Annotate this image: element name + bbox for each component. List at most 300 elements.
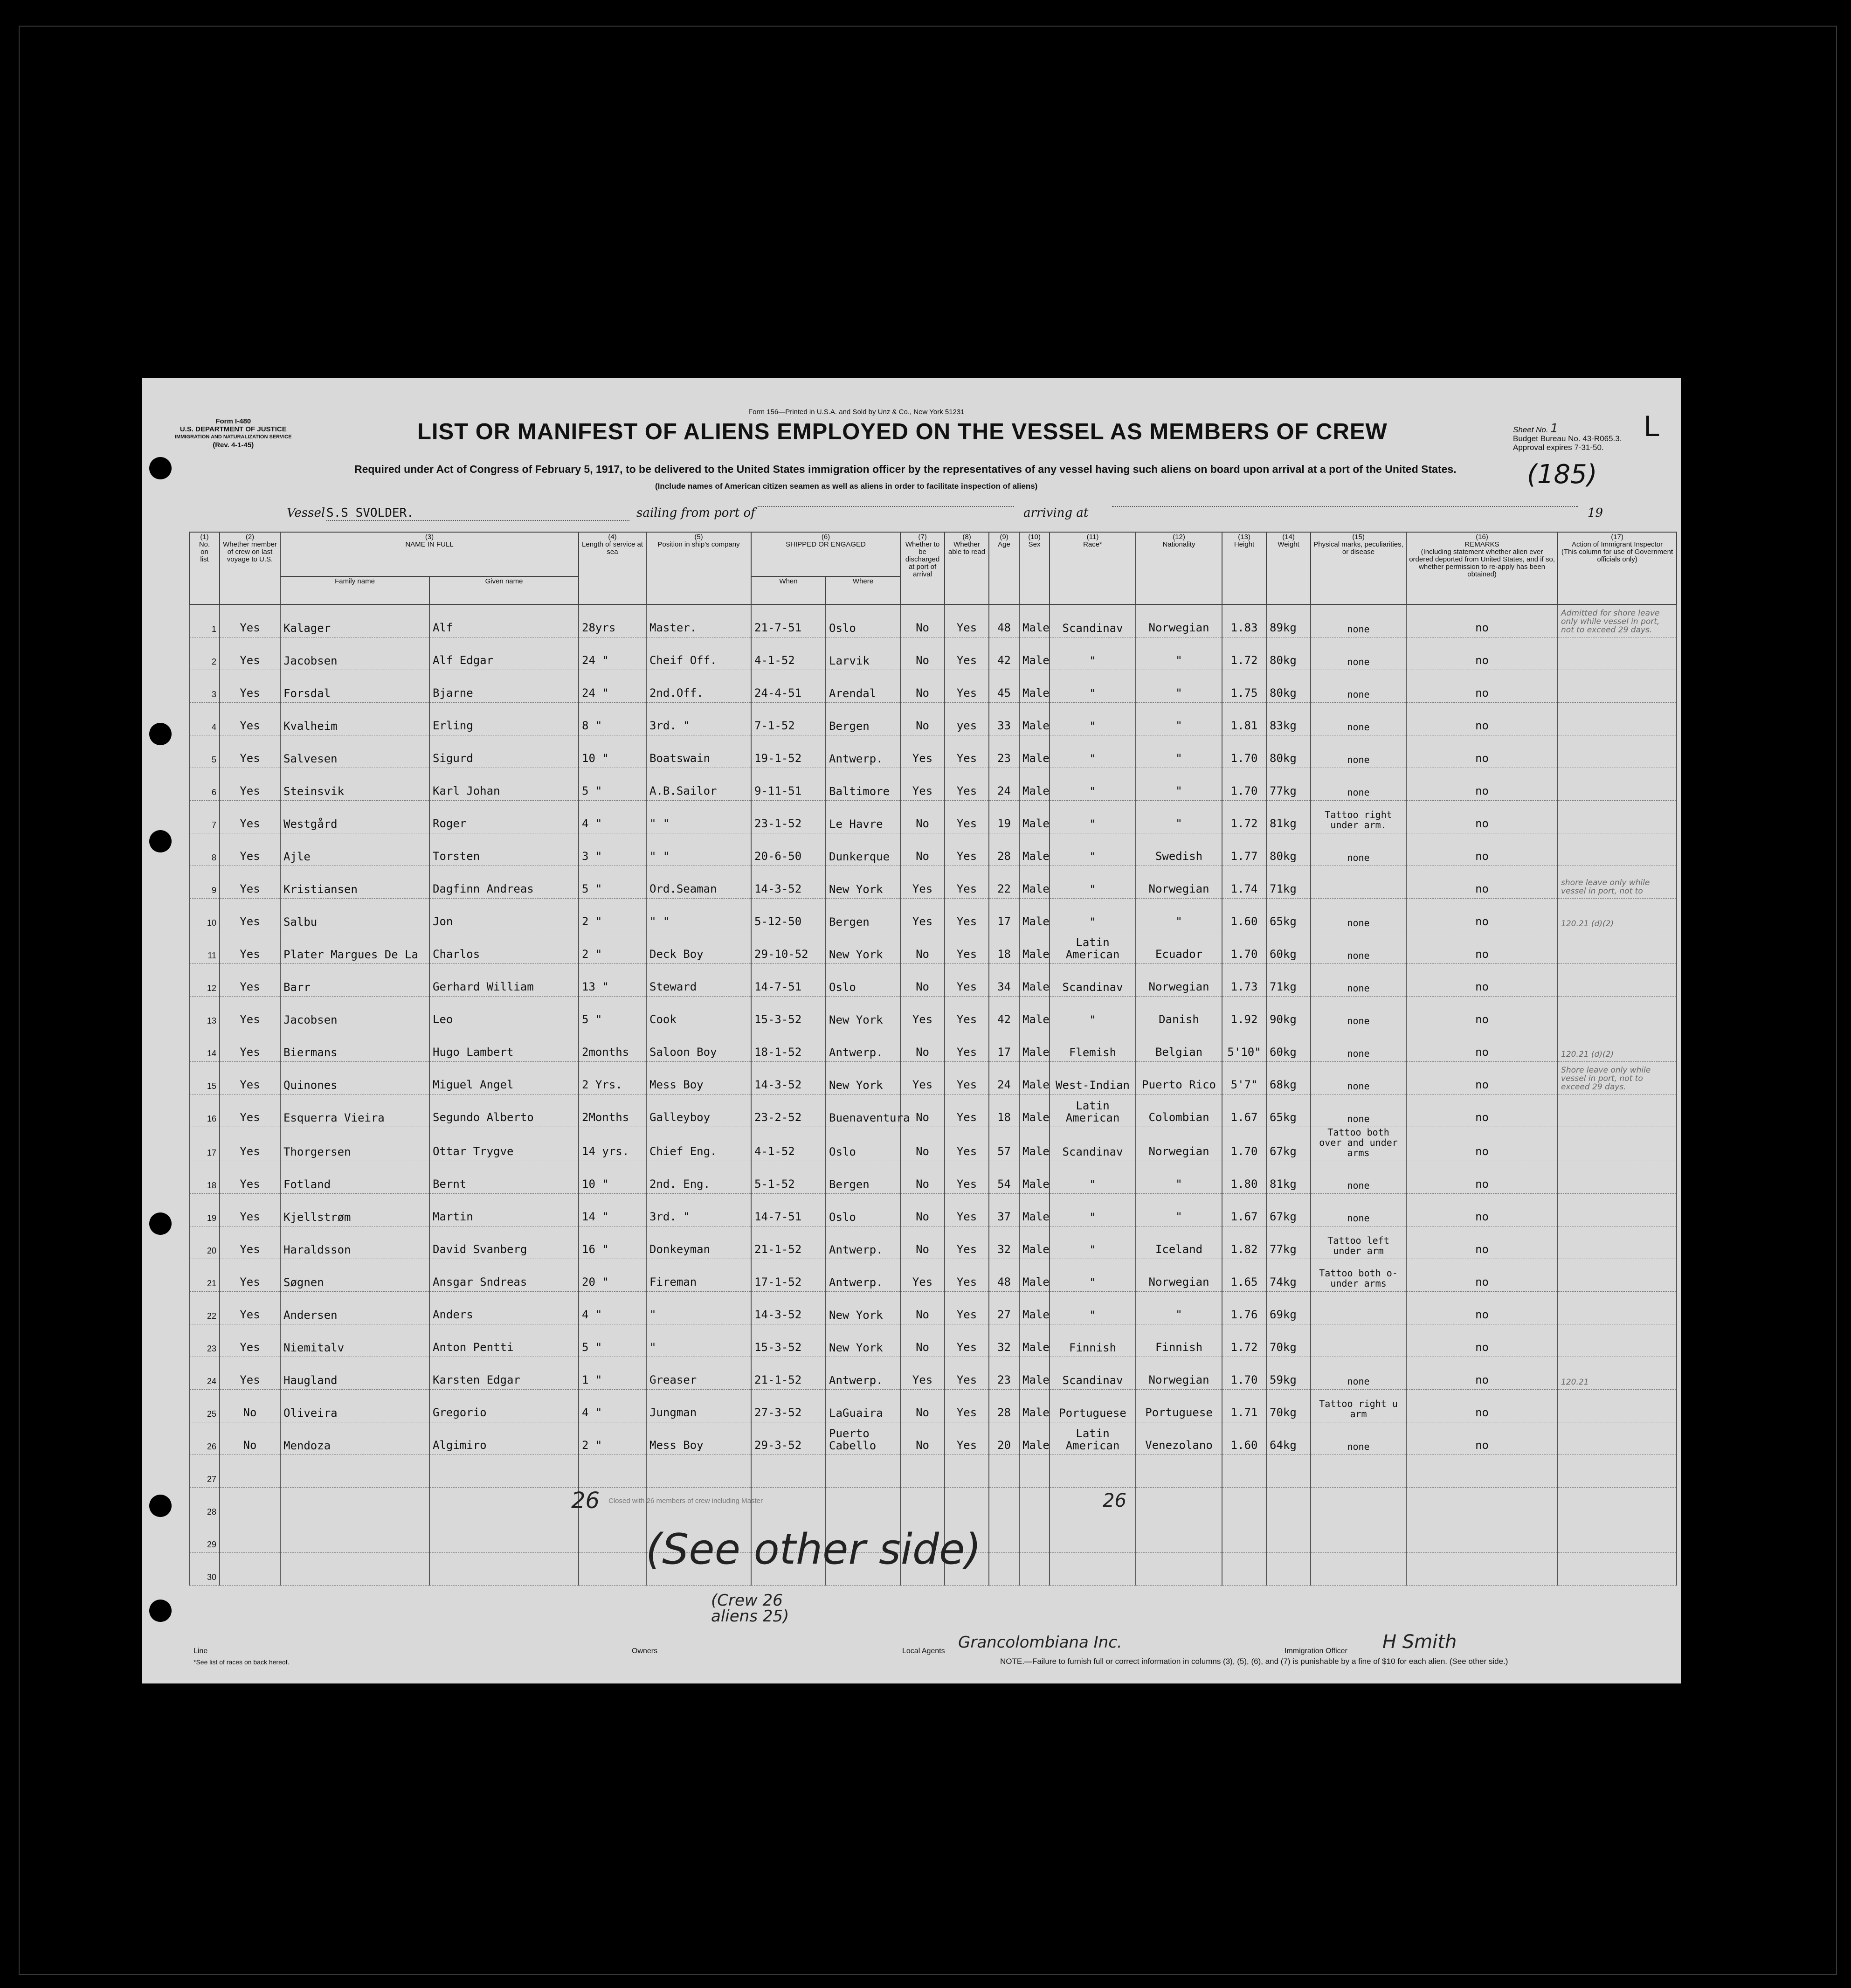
sex-cell: Male bbox=[1019, 1127, 1050, 1161]
punch-hole bbox=[149, 830, 172, 852]
given-name-cell: Dagfinn Andreas bbox=[429, 866, 579, 898]
remarks-cell: no bbox=[1406, 1029, 1558, 1061]
family-name-cell: Esquerra Vieira bbox=[280, 1094, 429, 1127]
sex-cell: Male bbox=[1019, 1029, 1050, 1061]
sheet-number-block bbox=[1513, 424, 1622, 452]
table-row bbox=[189, 768, 1677, 800]
height-cell: 1.81 bbox=[1222, 702, 1266, 735]
family-name-cell: Jacobsen bbox=[280, 637, 429, 670]
discharged-cell: Yes bbox=[900, 1259, 945, 1291]
read-cell: Yes bbox=[945, 637, 989, 670]
punch-hole bbox=[149, 1600, 172, 1622]
inspector-action-cell bbox=[1558, 735, 1677, 768]
shipped-when-cell: 21-1-52 bbox=[751, 1357, 826, 1389]
age-cell: 32 bbox=[989, 1226, 1019, 1259]
col-marks-header: (15) Physical marks, peculiarities, or disease bbox=[1311, 532, 1406, 604]
discharged-cell: No bbox=[900, 1389, 945, 1422]
discharged-cell: Yes bbox=[900, 898, 945, 931]
table-row bbox=[189, 1161, 1677, 1193]
age-cell: 42 bbox=[989, 996, 1019, 1029]
position-cell: " bbox=[646, 1291, 751, 1324]
inspector-action-cell bbox=[1558, 768, 1677, 800]
height-cell: 5'7" bbox=[1222, 1061, 1266, 1094]
family-name-cell: Haraldsson bbox=[280, 1226, 429, 1259]
nationality-cell bbox=[1136, 1455, 1222, 1487]
service-length-cell: 5 " bbox=[579, 1324, 646, 1357]
discharged-cell: No bbox=[900, 702, 945, 735]
nationality-cell: " bbox=[1136, 800, 1222, 833]
row-number: 4 bbox=[189, 702, 220, 735]
col-read-header: (8) Whether able to read bbox=[945, 532, 989, 604]
given-name-cell bbox=[429, 1552, 579, 1585]
agents-label: Local Agents bbox=[902, 1647, 945, 1655]
sex-cell: Male bbox=[1019, 1161, 1050, 1193]
shipped-where-cell: Bergen bbox=[826, 702, 900, 735]
last-voyage-cell bbox=[220, 1455, 280, 1487]
discharged-cell: No bbox=[900, 670, 945, 702]
last-voyage-cell: Yes bbox=[220, 1259, 280, 1291]
race-cell: " bbox=[1050, 1259, 1136, 1291]
position-cell: " " bbox=[646, 833, 751, 866]
physical-marks-cell: none bbox=[1311, 1422, 1406, 1455]
family-name-cell: Barr bbox=[280, 963, 429, 996]
read-cell: Yes bbox=[945, 735, 989, 768]
last-voyage-cell: Yes bbox=[220, 604, 280, 637]
read-cell: Yes bbox=[945, 833, 989, 866]
age-cell: 34 bbox=[989, 963, 1019, 996]
read-cell: Yes bbox=[945, 866, 989, 898]
shipped-where-cell: Antwerp. bbox=[826, 1357, 900, 1389]
height-cell bbox=[1222, 1552, 1266, 1585]
inspector-action-cell: 120.21 (d)(2) bbox=[1558, 898, 1677, 931]
age-cell: 18 bbox=[989, 931, 1019, 963]
weight-cell: 67kg bbox=[1266, 1127, 1311, 1161]
discharged-cell: No bbox=[900, 604, 945, 637]
position-cell: Jungman bbox=[646, 1389, 751, 1422]
given-name-cell: Miguel Angel bbox=[429, 1061, 579, 1094]
shipped-when-cell: 15-3-52 bbox=[751, 996, 826, 1029]
age-cell: 17 bbox=[989, 1029, 1019, 1061]
physical-marks-cell bbox=[1311, 1455, 1406, 1487]
age-cell bbox=[989, 1552, 1019, 1585]
height-cell: 1.80 bbox=[1222, 1161, 1266, 1193]
sex-cell: Male bbox=[1019, 604, 1050, 637]
see-other-side-note: (See other side) bbox=[646, 1525, 981, 1574]
col-age-header: (9) Age bbox=[989, 532, 1019, 604]
inspector-action-cell bbox=[1558, 1193, 1677, 1226]
position-cell bbox=[646, 1455, 751, 1487]
remarks-cell: no bbox=[1406, 1127, 1558, 1161]
race-cell: " bbox=[1050, 996, 1136, 1029]
revision: (Rev. 4-1-45) bbox=[213, 441, 254, 449]
col-when-header: When bbox=[751, 576, 826, 604]
age-cell: 23 bbox=[989, 735, 1019, 768]
nationality-cell: Ecuador bbox=[1136, 931, 1222, 963]
race-cell: Portuguese bbox=[1050, 1389, 1136, 1422]
table-row bbox=[189, 604, 1677, 637]
table-row bbox=[189, 1226, 1677, 1259]
read-cell: Yes bbox=[945, 1324, 989, 1357]
service-length-cell: 3 " bbox=[579, 833, 646, 866]
officer-label: Immigration Officer bbox=[1285, 1647, 1347, 1655]
remarks-cell: no bbox=[1406, 866, 1558, 898]
weight-cell: 77kg bbox=[1266, 768, 1311, 800]
service-length-cell bbox=[579, 1455, 646, 1487]
last-voyage-cell: Yes bbox=[220, 1193, 280, 1226]
service-length-cell: 24 " bbox=[579, 637, 646, 670]
position-cell: " bbox=[646, 1324, 751, 1357]
remarks-cell bbox=[1406, 1455, 1558, 1487]
row-number: 19 bbox=[189, 1193, 220, 1226]
weight-cell bbox=[1266, 1520, 1311, 1552]
given-name-cell: Hugo Lambert bbox=[429, 1029, 579, 1061]
inspector-action-cell bbox=[1558, 1094, 1677, 1127]
col-discharged-header: (7) Whether to be discharged at port of arrival bbox=[900, 532, 945, 604]
sex-cell: Male bbox=[1019, 866, 1050, 898]
row-number: 22 bbox=[189, 1291, 220, 1324]
shipped-when-cell: 14-7-51 bbox=[751, 963, 826, 996]
physical-marks-cell bbox=[1311, 1291, 1406, 1324]
read-cell: Yes bbox=[945, 1226, 989, 1259]
sex-cell: Male bbox=[1019, 833, 1050, 866]
shipped-where-cell: LaGuaira bbox=[826, 1389, 900, 1422]
weight-cell: 77kg bbox=[1266, 1226, 1311, 1259]
vessel-label: Vessel bbox=[287, 506, 325, 520]
family-name-cell: Jacobsen bbox=[280, 996, 429, 1029]
read-cell: Yes bbox=[945, 800, 989, 833]
family-name-cell: Kvalheim bbox=[280, 702, 429, 735]
shipped-when-cell: 19-1-52 bbox=[751, 735, 826, 768]
nationality-cell: Norwegian bbox=[1136, 604, 1222, 637]
weight-cell: 80kg bbox=[1266, 833, 1311, 866]
given-name-cell: Jon bbox=[429, 898, 579, 931]
last-voyage-cell bbox=[220, 1520, 280, 1552]
shipped-where-cell: Baltimore bbox=[826, 768, 900, 800]
physical-marks-cell bbox=[1311, 1487, 1406, 1520]
shipped-where-cell: Oslo bbox=[826, 604, 900, 637]
vessel-name: S.S SVOLDER. bbox=[326, 506, 629, 521]
sex-cell: Male bbox=[1019, 670, 1050, 702]
age-cell: 48 bbox=[989, 1259, 1019, 1291]
row-number: 8 bbox=[189, 833, 220, 866]
shipped-where-cell: Oslo bbox=[826, 1127, 900, 1161]
height-cell: 1.77 bbox=[1222, 833, 1266, 866]
nationality-cell: " bbox=[1136, 670, 1222, 702]
given-name-cell: Charlos bbox=[429, 931, 579, 963]
shipped-where-cell: New York bbox=[826, 931, 900, 963]
race-cell: " bbox=[1050, 898, 1136, 931]
physical-marks-cell bbox=[1311, 1552, 1406, 1585]
shipped-when-cell: 29-10-52 bbox=[751, 931, 826, 963]
read-cell: Yes bbox=[945, 1094, 989, 1127]
weight-cell: 80kg bbox=[1266, 637, 1311, 670]
row-number: 17 bbox=[189, 1127, 220, 1161]
sailing-label: sailing from port of bbox=[636, 506, 755, 520]
family-name-cell bbox=[280, 1455, 429, 1487]
race-cell: " bbox=[1050, 1226, 1136, 1259]
table-row bbox=[189, 1357, 1677, 1389]
last-voyage-cell: Yes bbox=[220, 1291, 280, 1324]
position-cell: 3rd. " bbox=[646, 1193, 751, 1226]
nationality-cell: " bbox=[1136, 735, 1222, 768]
family-name-cell: Oliveira bbox=[280, 1389, 429, 1422]
last-voyage-cell bbox=[220, 1487, 280, 1520]
age-cell: 20 bbox=[989, 1422, 1019, 1455]
race-cell bbox=[1050, 1552, 1136, 1585]
physical-marks-cell bbox=[1311, 1324, 1406, 1357]
given-name-cell: Alf bbox=[429, 604, 579, 637]
race-cell: " bbox=[1050, 1161, 1136, 1193]
service-length-cell: 2 " bbox=[579, 931, 646, 963]
shipped-when-cell: 14-3-52 bbox=[751, 1061, 826, 1094]
col-last-voyage-header: (2) Whether member of crew on last voyage to U.S. bbox=[220, 532, 280, 604]
row-number: 3 bbox=[189, 670, 220, 702]
age-cell: 28 bbox=[989, 1389, 1019, 1422]
inspector-action-cell: Admitted for shore leave only while vessel in port, not to exceed 29 days. bbox=[1558, 604, 1677, 637]
read-cell: Yes bbox=[945, 1259, 989, 1291]
shipped-when-cell: 18-1-52 bbox=[751, 1029, 826, 1061]
last-voyage-cell bbox=[220, 1552, 280, 1585]
service-length-cell: 14 yrs. bbox=[579, 1127, 646, 1161]
physical-marks-cell: none bbox=[1311, 670, 1406, 702]
sex-cell bbox=[1019, 1520, 1050, 1552]
row-number: 20 bbox=[189, 1226, 220, 1259]
age-cell bbox=[989, 1487, 1019, 1520]
table-row bbox=[189, 1061, 1677, 1094]
row-number: 14 bbox=[189, 1029, 220, 1061]
read-cell: Yes bbox=[945, 768, 989, 800]
family-name-cell: Biermans bbox=[280, 1029, 429, 1061]
subtitle: Required under Act of Congress of February 5, 1917, to be delivered to the United States immigration officer by the representatives of any vessel having such aliens on board upon arrival at a port of the United States. bbox=[354, 463, 1457, 475]
read-cell: Yes bbox=[945, 1357, 989, 1389]
inspector-action-cell: Shore leave only while vessel in port, not to exceed 29 days. bbox=[1558, 1061, 1677, 1094]
table-row bbox=[189, 963, 1677, 996]
remarks-cell: no bbox=[1406, 800, 1558, 833]
table-row bbox=[189, 1259, 1677, 1291]
service-length-cell: 2 " bbox=[579, 898, 646, 931]
physical-marks-cell: Tattoo right under arm. bbox=[1311, 800, 1406, 833]
race-cell: " bbox=[1050, 1193, 1136, 1226]
nationality-cell: Norwegian bbox=[1136, 1357, 1222, 1389]
col-sex-header: (10) Sex bbox=[1019, 532, 1050, 604]
physical-marks-cell: none bbox=[1311, 1357, 1406, 1389]
table-row bbox=[189, 1291, 1677, 1324]
service-length-cell: 2Months bbox=[579, 1094, 646, 1127]
given-name-cell: Karl Johan bbox=[429, 768, 579, 800]
height-cell: 1.75 bbox=[1222, 670, 1266, 702]
weight-cell: 60kg bbox=[1266, 931, 1311, 963]
family-name-cell bbox=[280, 1552, 429, 1585]
nationality-cell bbox=[1136, 1552, 1222, 1585]
position-cell: Cook bbox=[646, 996, 751, 1029]
shipped-where-cell: New York bbox=[826, 1061, 900, 1094]
read-cell: yes bbox=[945, 702, 989, 735]
physical-marks-cell: none bbox=[1311, 833, 1406, 866]
height-cell: 1.83 bbox=[1222, 604, 1266, 637]
service-length-cell: 16 " bbox=[579, 1226, 646, 1259]
punch-hole bbox=[149, 457, 172, 479]
agents-value: Grancolombiana Inc. bbox=[958, 1633, 1122, 1652]
discharged-cell: Yes bbox=[900, 768, 945, 800]
given-name-cell: Sigurd bbox=[429, 735, 579, 768]
read-cell bbox=[945, 1487, 989, 1520]
row-number: 5 bbox=[189, 735, 220, 768]
physical-marks-cell: Tattoo right u arm bbox=[1311, 1389, 1406, 1422]
race-cell: Flemish bbox=[1050, 1029, 1136, 1061]
remarks-cell: no bbox=[1406, 670, 1558, 702]
age-cell: 45 bbox=[989, 670, 1019, 702]
shipped-when-cell: 15-3-52 bbox=[751, 1324, 826, 1357]
discharged-cell: No bbox=[900, 1127, 945, 1161]
nationality-cell: Danish bbox=[1136, 996, 1222, 1029]
last-voyage-cell: Yes bbox=[220, 1226, 280, 1259]
table-row bbox=[189, 702, 1677, 735]
last-voyage-cell: Yes bbox=[220, 931, 280, 963]
row-number: 2 bbox=[189, 637, 220, 670]
nationality-cell: " bbox=[1136, 1161, 1222, 1193]
inspector-action-cell bbox=[1558, 1127, 1677, 1161]
sex-cell: Male bbox=[1019, 931, 1050, 963]
line-label: Line bbox=[193, 1647, 208, 1655]
physical-marks-cell bbox=[1311, 1520, 1406, 1552]
nationality-cell: Finnish bbox=[1136, 1324, 1222, 1357]
shipped-where-cell: Larvik bbox=[826, 637, 900, 670]
remarks-cell: no bbox=[1406, 1291, 1558, 1324]
read-cell: Yes bbox=[945, 1127, 989, 1161]
inspector-action-cell: 120.21 bbox=[1558, 1357, 1677, 1389]
service-length-cell: 5 " bbox=[579, 768, 646, 800]
physical-marks-cell: none bbox=[1311, 702, 1406, 735]
given-name-cell: Segundo Alberto bbox=[429, 1094, 579, 1127]
last-voyage-cell: Yes bbox=[220, 898, 280, 931]
service-length-cell: 4 " bbox=[579, 1291, 646, 1324]
physical-marks-cell: none bbox=[1311, 931, 1406, 963]
family-name-cell: Haugland bbox=[280, 1357, 429, 1389]
shipped-when-cell: 23-1-52 bbox=[751, 800, 826, 833]
given-name-cell: Martin bbox=[429, 1193, 579, 1226]
read-cell: Yes bbox=[945, 670, 989, 702]
inspector-action-cell bbox=[1558, 1455, 1677, 1487]
position-cell: Donkeyman bbox=[646, 1226, 751, 1259]
service-length-cell: 1 " bbox=[579, 1357, 646, 1389]
table-row bbox=[189, 1193, 1677, 1226]
weight-cell bbox=[1266, 1487, 1311, 1520]
discharged-cell: Yes bbox=[900, 996, 945, 1029]
col-position-header: (5) Position in ship's company bbox=[646, 532, 751, 604]
table-row bbox=[189, 898, 1677, 931]
family-name-cell: Salvesen bbox=[280, 735, 429, 768]
service-length-cell: 28yrs bbox=[579, 604, 646, 637]
nationality-cell: " bbox=[1136, 898, 1222, 931]
remarks-cell: no bbox=[1406, 931, 1558, 963]
given-name-cell: Gerhard William bbox=[429, 963, 579, 996]
physical-marks-cell: none bbox=[1311, 1061, 1406, 1094]
weight-cell bbox=[1266, 1552, 1311, 1585]
given-name-cell: Erling bbox=[429, 702, 579, 735]
nationality-cell: " bbox=[1136, 1193, 1222, 1226]
discharged-cell bbox=[900, 1455, 945, 1487]
nationality-cell: " bbox=[1136, 1291, 1222, 1324]
physical-marks-cell: none bbox=[1311, 735, 1406, 768]
nationality-cell: Norwegian bbox=[1136, 1127, 1222, 1161]
inspector-action-cell: shore leave only while vessel in port, not to bbox=[1558, 866, 1677, 898]
physical-marks-cell: none bbox=[1311, 996, 1406, 1029]
shipped-when-cell: 14-3-52 bbox=[751, 1291, 826, 1324]
family-name-cell: Plater Margues De La bbox=[280, 931, 429, 963]
row-number: 7 bbox=[189, 800, 220, 833]
last-voyage-cell: Yes bbox=[220, 833, 280, 866]
col-family-name-header: Family name bbox=[280, 576, 429, 604]
inspector-action-cell bbox=[1558, 670, 1677, 702]
age-cell: 18 bbox=[989, 1094, 1019, 1127]
given-name-cell: Leo bbox=[429, 996, 579, 1029]
given-name-cell: Bernt bbox=[429, 1161, 579, 1193]
shipped-when-cell: 14-7-51 bbox=[751, 1193, 826, 1226]
col-no-header: (1) No. on list bbox=[189, 532, 220, 604]
inspector-action-cell bbox=[1558, 1259, 1677, 1291]
height-cell: 1.76 bbox=[1222, 1291, 1266, 1324]
weight-cell: 70kg bbox=[1266, 1389, 1311, 1422]
physical-marks-cell: none bbox=[1311, 1161, 1406, 1193]
shipped-when-cell: 14-3-52 bbox=[751, 866, 826, 898]
row-number: 6 bbox=[189, 768, 220, 800]
height-cell: 1.67 bbox=[1222, 1193, 1266, 1226]
race-cell: " bbox=[1050, 670, 1136, 702]
discharged-cell: Yes bbox=[900, 1061, 945, 1094]
last-voyage-cell: Yes bbox=[220, 702, 280, 735]
age-cell: 24 bbox=[989, 768, 1019, 800]
nationality-cell bbox=[1136, 1520, 1222, 1552]
nationality-cell: Norwegian bbox=[1136, 963, 1222, 996]
read-cell: Yes bbox=[945, 1422, 989, 1455]
physical-marks-cell: none bbox=[1311, 637, 1406, 670]
sex-cell: Male bbox=[1019, 1389, 1050, 1422]
height-cell bbox=[1222, 1520, 1266, 1552]
sex-cell: Male bbox=[1019, 1193, 1050, 1226]
shipped-where-cell: Antwerp. bbox=[826, 1226, 900, 1259]
physical-marks-cell: Tattoo left under arm bbox=[1311, 1226, 1406, 1259]
position-cell: Fireman bbox=[646, 1259, 751, 1291]
weight-cell: 71kg bbox=[1266, 866, 1311, 898]
read-cell: Yes bbox=[945, 996, 989, 1029]
remarks-cell: no bbox=[1406, 735, 1558, 768]
last-voyage-cell: No bbox=[220, 1389, 280, 1422]
sex-cell: Male bbox=[1019, 898, 1050, 931]
remarks-cell: no bbox=[1406, 1324, 1558, 1357]
sheet-no-label: Sheet No. bbox=[1513, 425, 1548, 434]
remarks-cell: no bbox=[1406, 1161, 1558, 1193]
shipped-when-cell: 24-4-51 bbox=[751, 670, 826, 702]
inspector-action-cell bbox=[1558, 1422, 1677, 1455]
row-number: 15 bbox=[189, 1061, 220, 1094]
manifest-sheet bbox=[142, 378, 1681, 1683]
service-length-cell: 8 " bbox=[579, 702, 646, 735]
table-row bbox=[189, 1487, 1677, 1520]
sex-cell: Male bbox=[1019, 963, 1050, 996]
shipped-where-cell: New York bbox=[826, 996, 900, 1029]
service-length-cell: 2 Yrs. bbox=[579, 1061, 646, 1094]
weight-cell: 74kg bbox=[1266, 1259, 1311, 1291]
punch-hole bbox=[149, 1495, 172, 1517]
last-voyage-cell: No bbox=[220, 1422, 280, 1455]
inspector-action-cell bbox=[1558, 931, 1677, 963]
printer-line: Form 156—Printed in U.S.A. and Sold by Unz & Co., New York 51231 bbox=[748, 408, 965, 416]
sex-cell bbox=[1019, 1455, 1050, 1487]
row-number: 23 bbox=[189, 1324, 220, 1357]
position-cell: 2nd. Eng. bbox=[646, 1161, 751, 1193]
inspector-action-cell bbox=[1558, 996, 1677, 1029]
crew-table bbox=[189, 532, 1677, 1586]
